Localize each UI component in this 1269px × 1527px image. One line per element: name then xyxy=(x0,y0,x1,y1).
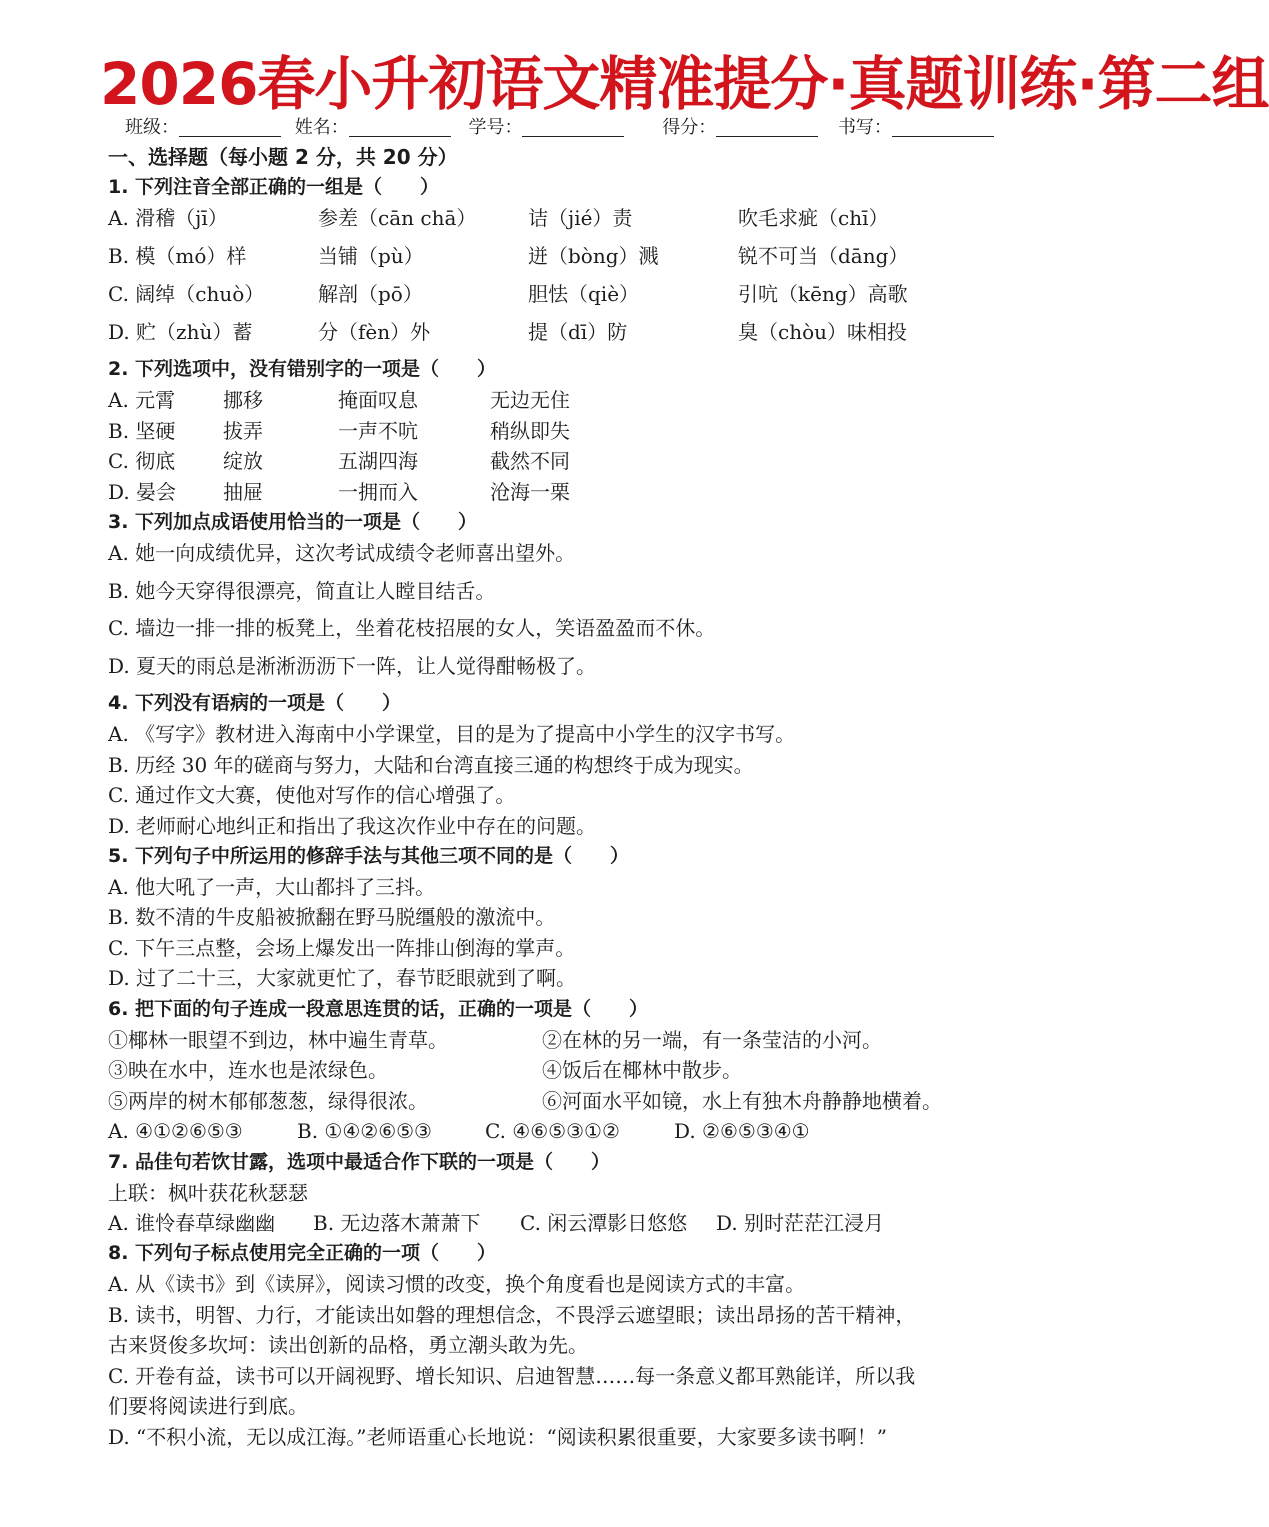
q4-option-a: A. 《写字》教材进入海南中小学课堂，目的是为了提高中小学生的汉字书写。 xyxy=(108,722,796,746)
q8-option-c-cont: 们要将阅读进行到底。 xyxy=(108,1394,308,1418)
q1-option-d-item2: 分（fèn）外 xyxy=(318,320,431,344)
student-id-blank[interactable] xyxy=(522,118,624,137)
name-field: 姓名： xyxy=(295,116,463,140)
q2-option-c-item2: 绽放 xyxy=(223,449,263,473)
q2-option-a-item3: 掩面叹息 xyxy=(338,388,418,412)
question-2-stem: 2. 下列选项中，没有错别字的一项是（ ） xyxy=(108,358,497,380)
q1-option-d-item3: 提（dī）防 xyxy=(528,320,628,344)
q8-option-b-cont: 古来贤俊多坎坷：读出创新的品格，勇立潮头敢为先。 xyxy=(108,1333,588,1357)
q1-option-d-item4: 臭（chòu）味相投 xyxy=(738,320,908,344)
q5-option-c: C. 下午三点整，会场上爆发出一阵排山倒海的掌声。 xyxy=(108,936,576,960)
q1-option-a: A. 滑稽（jī） xyxy=(108,206,228,230)
q2-option-b-item4: 稍纵即失 xyxy=(490,419,570,443)
student-id-field: 学号： xyxy=(468,116,656,140)
q7-option-a: A. 谁怜春草绿幽幽 xyxy=(108,1211,276,1235)
q5-option-b: B. 数不清的牛皮船被掀翻在野马脱缰般的激流中。 xyxy=(108,905,556,929)
q6-sentence-3: ③映在水中，连水也是浓绿色。 xyxy=(108,1058,388,1082)
q1-option-c-item3: 胆怯（qiè） xyxy=(528,282,640,306)
question-3-stem: 3. 下列加点成语使用恰当的一项是（ ） xyxy=(108,511,478,533)
student-info-row xyxy=(125,116,994,140)
q6-sentence-1: ①椰林一眼望不到边，林中遍生青草。 xyxy=(108,1028,448,1052)
question-7-stem: 7. 品佳句若饮甘露，选项中最适合作下联的一项是（ ） xyxy=(108,1151,611,1173)
question-5-stem: 5. 下列句子中所运用的修辞手法与其他三项不同的是（ ） xyxy=(108,845,630,867)
q8-option-c: C. 开卷有益，读书可以开阔视野、增长知识、启迪智慧……每一条意义都耳熟能详，所以我 xyxy=(108,1364,916,1388)
document-title: 2026春小升初语文精准提分·真题训练·第二组 xyxy=(100,50,1269,118)
q6-option-c: C. ④⑥⑤③①② xyxy=(485,1119,620,1143)
q3-option-a: A. 她一向成绩优异，这次考试成绩令老师喜出望外。 xyxy=(108,541,576,565)
q3-option-c: C. 墙边一排一排的板凳上，坐着花枝招展的女人，笑语盈盈而不休。 xyxy=(108,616,716,640)
q1-option-a-item4: 吹毛求疵（chī） xyxy=(738,206,889,230)
q2-option-a: A. 元霄 xyxy=(108,388,176,412)
q3-option-d: D. 夏天的雨总是淅淅沥沥下一阵，让人觉得酣畅极了。 xyxy=(108,654,597,678)
q2-option-c-item4: 截然不同 xyxy=(490,449,570,473)
q4-option-c: C. 通过作文大赛，使他对写作的信心增强了。 xyxy=(108,783,516,807)
q6-option-d: D. ②⑥⑤③④① xyxy=(674,1119,810,1143)
q1-option-b: B. 模（mó）样 xyxy=(108,244,247,268)
class-blank[interactable] xyxy=(179,118,281,137)
q7-option-d: D. 别时茫茫江浸月 xyxy=(716,1211,885,1235)
q7-option-c: C. 闲云潭影日悠悠 xyxy=(520,1211,688,1235)
q4-option-d: D. 老师耐心地纠正和指出了我这次作业中存在的问题。 xyxy=(108,814,597,838)
q6-option-a: A. ④①②⑥⑤③ xyxy=(108,1119,243,1143)
q7-option-b: B. 无边落木萧萧下 xyxy=(313,1211,481,1235)
question-6-stem: 6. 把下面的句子连成一段意思连贯的话，正确的一项是（ ） xyxy=(108,998,649,1020)
q7-couplet: 上联：枫叶获花秋瑟瑟 xyxy=(108,1181,308,1205)
q8-option-b: B. 读书，明智、力行，才能读出如磐的理想信念，不畏浮云遮望眼；读出昂扬的苦干精神， xyxy=(108,1303,916,1327)
q3-option-b: B. 她今天穿得很漂亮，简直让人瞠目结舌。 xyxy=(108,579,496,603)
handwriting-field: 书写： xyxy=(838,116,994,140)
q8-option-d: D. “不积小流，无以成江海。”老师语重心长地说：“阅读积累很重要，大家要多读书啊！” xyxy=(108,1425,887,1449)
handwriting-blank[interactable] xyxy=(892,118,994,137)
q2-option-c-item3: 五湖四海 xyxy=(338,449,418,473)
q2-option-b-item2: 拔弄 xyxy=(223,419,263,443)
section-heading: 一、选择题（每小题 2 分，共 20 分） xyxy=(108,145,458,169)
q1-option-c-item4: 引吭（kēng）高歌 xyxy=(738,282,908,306)
q1-option-b-item2: 当铺（pù） xyxy=(318,244,424,268)
q6-sentence-5: ⑤两岸的树木郁郁葱葱，绿得很浓。 xyxy=(108,1089,428,1113)
q2-option-d-item4: 沧海一栗 xyxy=(490,480,570,504)
q2-option-b: B. 坚硬 xyxy=(108,419,176,443)
name-blank[interactable] xyxy=(349,118,451,137)
q5-option-a: A. 他大吼了一声，大山都抖了三抖。 xyxy=(108,875,436,899)
q6-sentence-2: ②在林的另一端，有一条莹洁的小河。 xyxy=(542,1028,882,1052)
q6-sentence-4: ④饭后在椰林中散步。 xyxy=(542,1058,742,1082)
q1-option-b-item4: 锐不可当（dāng） xyxy=(738,244,909,268)
q2-option-a-item4: 无边无住 xyxy=(490,388,570,412)
score-field: 得分： xyxy=(662,116,832,140)
q1-option-d: D. 贮（zhù）蓄 xyxy=(108,320,253,344)
q6-option-b: B. ①④②⑥⑤③ xyxy=(297,1119,432,1143)
q2-option-b-item3: 一声不吭 xyxy=(338,419,418,443)
q1-option-c-item2: 解剖（pō） xyxy=(318,282,423,306)
q2-option-d: D. 晏会 xyxy=(108,480,177,504)
q1-option-b-item3: 迸（bòng）溅 xyxy=(528,244,659,268)
q6-sentence-6: ⑥河面水平如镜，水上有独木舟静静地横着。 xyxy=(542,1089,942,1113)
question-1-stem: 1. 下列注音全部正确的一组是（ ） xyxy=(108,176,440,198)
q2-option-c: C. 彻底 xyxy=(108,449,176,473)
q2-option-d-item2: 抽屉 xyxy=(223,480,263,504)
q8-option-a: A. 从《读书》到《读屏》，阅读习惯的改变，换个角度看也是阅读方式的丰富。 xyxy=(108,1272,806,1296)
question-8-stem: 8. 下列句子标点使用完全正确的一项（ ） xyxy=(108,1242,497,1264)
q2-option-a-item2: 挪移 xyxy=(223,388,263,412)
q1-option-a-item3: 诘（jié）责 xyxy=(528,206,633,230)
class-field: 班级： xyxy=(125,116,289,140)
q1-option-a-item2: 参差（cān chā） xyxy=(318,206,477,230)
q1-option-c: C. 阔绰（chuò） xyxy=(108,282,265,306)
score-blank[interactable] xyxy=(716,118,818,137)
q5-option-d: D. 过了二十三，大家就更忙了，春节眨眼就到了啊。 xyxy=(108,966,577,990)
q2-option-d-item3: 一拥而入 xyxy=(338,480,418,504)
q4-option-b: B. 历经 30 年的磋商与努力，大陆和台湾直接三通的构想终于成为现实。 xyxy=(108,753,754,777)
question-4-stem: 4. 下列没有语病的一项是（ ） xyxy=(108,692,402,714)
